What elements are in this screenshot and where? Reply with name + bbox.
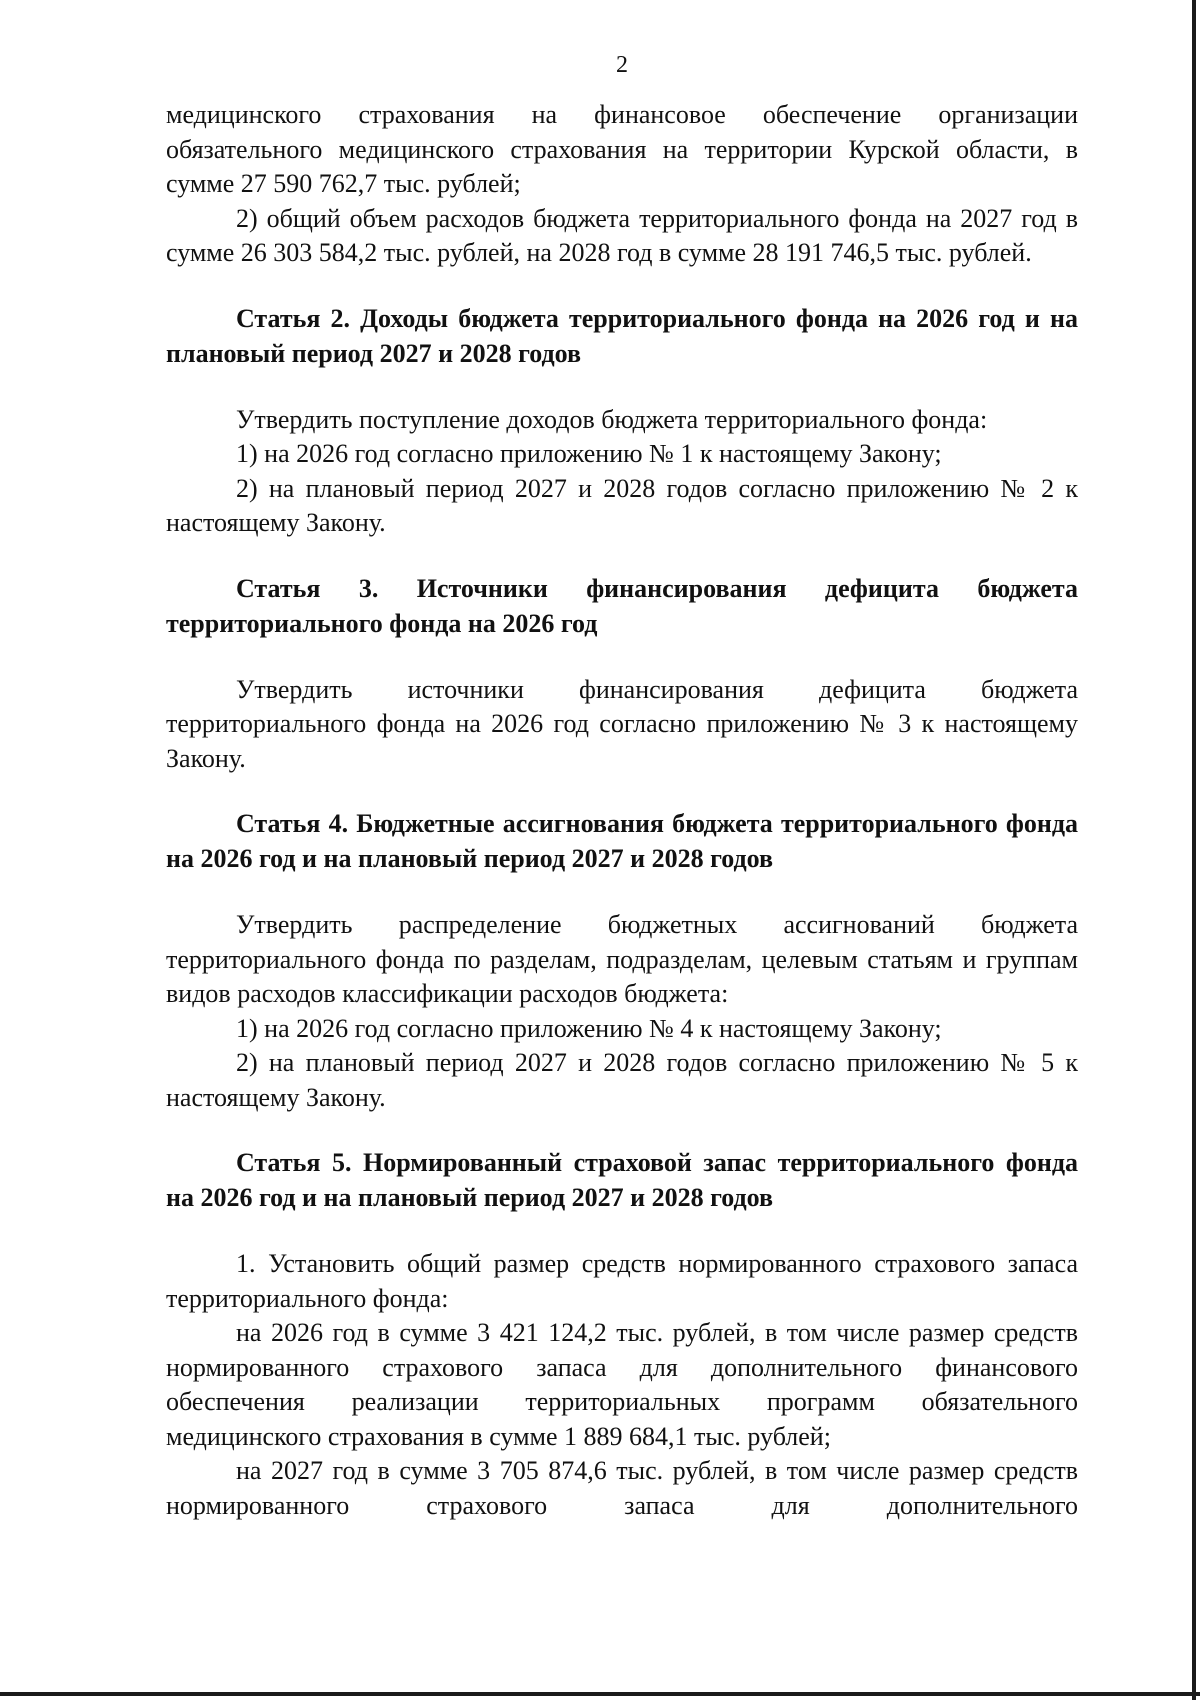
- article-5-item-1: 1. Установить общий размер средств нормированного страхового запаса территориального фонда:: [166, 1249, 1078, 1313]
- article-4-heading: Статья 4. Бюджетные ассигнования бюджета территориального фонда на 2026 год и на плановый период 2027 и 2028 годов: [166, 809, 1078, 873]
- article-4-intro: Утвердить распределение бюджетных ассигнований бюджета территориального фонда по разделам, подразделам, целевым статьям и группам видов расходов классификации расходов бюджета:: [166, 910, 1078, 1008]
- document-page: [166, 48, 1078, 1523]
- scan-border-bottom: [0, 1692, 1200, 1696]
- article-5-heading: Статья 5. Нормированный страховой запас территориального фонда на 2026 год и на плановый период 2027 и 2028 годов: [166, 1148, 1078, 1212]
- page-number: 2: [616, 52, 628, 78]
- article-5-year-2027: на 2027 год в сумме 3 705 874,6 тыс. рублей, в том числе размер средств нормированного страхового запаса для дополнительного: [166, 1456, 1078, 1520]
- article-2-heading: Статья 2. Доходы бюджета территориального фонда на 2026 год и на плановый период 2027 и 2028 годов: [166, 303, 1078, 368]
- scan-border-right: [1192, 0, 1196, 1700]
- article-2-item-1: 1) на 2026 год согласно приложению № 1 к настоящему Закону;: [236, 439, 942, 468]
- article-3-text: Утвердить источники финансирования дефицита бюджета территориального фонда на 2026 год согласно приложению № 3 к настоящему Закону.: [166, 674, 1078, 773]
- article-4-item-1: 1) на 2026 год согласно приложению № 4 к настоящему Закону;: [236, 1013, 942, 1043]
- article-2-intro: Утвердить поступление доходов бюджета территориального фонда:: [236, 404, 988, 434]
- paragraph-total-expenses: 2) общий объем расходов бюджета территориального фонда на 2027 год в сумме 26 303 584,2 тыс. рублей, на 2028 год в сумме 28 191 746,5 тыс. рублей.: [166, 203, 1078, 267]
- paragraph-continuation: медицинского страхования на финансовое обеспечение организации обязательного медицинского страхования на территории Курской области, в сумме 27 590 762,7 тыс. рублей;: [166, 100, 1078, 198]
- article-2-item-2: 2) на плановый период 2027 и 2028 годов согласно приложению № 2 к настоящему Закону.: [166, 473, 1078, 537]
- article-4-item-2: 2) на плановый период 2027 и 2028 годов согласно приложению № 5 к настоящему Закону.: [166, 1048, 1078, 1112]
- article-3-heading: Статья 3. Источники финансирования дефицита бюджета территориального фонда на 2026 год: [166, 573, 1078, 638]
- article-5-year-2026: на 2026 год в сумме 3 421 124,2 тыс. рублей, в том числе размер средств нормированного страхового запаса для дополнительного финансового обеспечения реализации территориальных программ обязательного медицинского страхования в сумме 1 889 684,1 тыс. рублей;: [166, 1318, 1078, 1451]
